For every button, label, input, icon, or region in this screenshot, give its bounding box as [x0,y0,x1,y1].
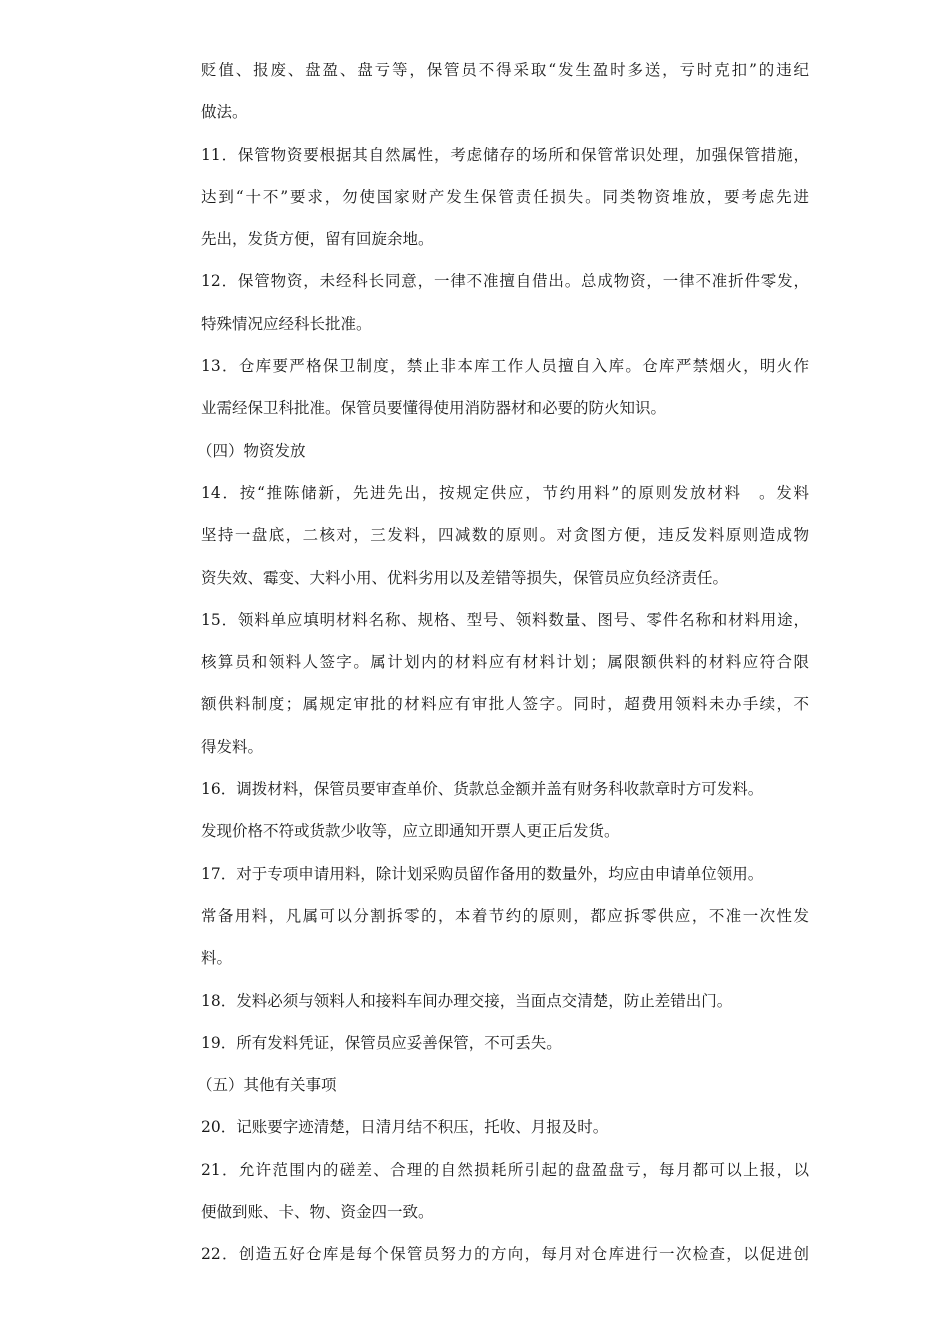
text-line: 11．保管物资要根据其自然属性，考虑储存的场所和保管常识处理，加强保管措施， [201,145,809,164]
text-line: 贬值、报废、盘盈、盘亏等，保管员不得采取“发生盈时多送，亏时克扣”的违纪 [201,61,809,79]
text-line: 17．对于专项申请用料，除计划采购员留作备用的数量外，均应由申请单位领用。 [201,864,764,883]
text-line: 料。 [201,949,233,968]
text-line: 便做到账、卡、物、资金四一致。 [201,1203,434,1222]
text-line: 18．发料必须与领料人和接料车间办理交接，当面点交清楚，防止差错出门。 [201,991,733,1010]
text-line: 20．记账要字迹清楚，日清月结不积压，托收、月报及时。 [201,1118,609,1137]
text-line: 业需经保卫科批准。保管员要懂得使用消防器材和必要的防火知识。 [201,399,667,418]
text-line: 19．所有发料凭证，保管员应妥善保管，不可丢失。 [201,1033,562,1052]
text-line: 21．允许范围内的磋差、合理的自然损耗所引起的盘盈盘亏，每月都可以上报，以 [201,1160,809,1179]
section-heading: （五）其他有关事项 [197,1076,337,1095]
text-line: 坚持一盘底，二核对，三发料，四减数的原则。对贪图方便，违反发料原则造成物 [201,526,809,545]
text-line: 15．领料单应填明材料名称、规格、型号、领料数量、图号、零件名称和材料用途， [201,610,809,629]
section-heading: （四）物资发放 [197,441,306,460]
text-line: 常备用料，凡属可以分割拆零的，本着节约的原则，都应拆零供应，不准一次性发 [201,906,809,925]
text-line: 发现价格不符或货款少收等，应立即通知开票人更正后发货。 [201,822,620,841]
text-line: 16．调拨材料，保管员要审查单价、货款总金额并盖有财务科收款章时方可发料。 [201,780,764,799]
text-line: 22．创造五好仓库是每个保管员努力的方向，每月对仓库进行一次检查，以促进创 [201,1245,809,1264]
text-line: 12．保管物资，未经科长同意，一律不准擅自借出。总成物资，一律不准折件零发， [201,272,809,291]
text-line: 资失效、霉变、大料小用、优料劣用以及差错等损失，保管员应负经济责任。 [201,568,729,587]
text-line: 核算员和领料人签字。属计划内的材料应有材料计划；属限额供料的材料应符合限 [201,653,809,672]
text-line: 先出，发货方便，留有回旋余地。 [201,230,434,249]
text-line: 额供料制度；属规定审批的材料应有审批人签字。同时，超费用领料未办手续，不 [201,695,809,714]
text-line: 13．仓库要严格保卫制度，禁止非本库工作人员擅自入库。仓库严禁烟火，明火作 [201,357,809,376]
document-body [197,54,821,1281]
text-line: 得发料。 [201,737,264,756]
text-line: 达到“十不”要求，勿使国家财产发生保管责任损失。同类物资堆放，要考虑先进 [201,187,809,206]
text-line: 做法。 [201,103,248,122]
text-line: 特殊情况应经科长批准。 [201,314,372,333]
text-line: 14．按“推陈储新，先进先出，按规定供应，节约用料”的原则发放材料 。发料 [201,483,809,502]
